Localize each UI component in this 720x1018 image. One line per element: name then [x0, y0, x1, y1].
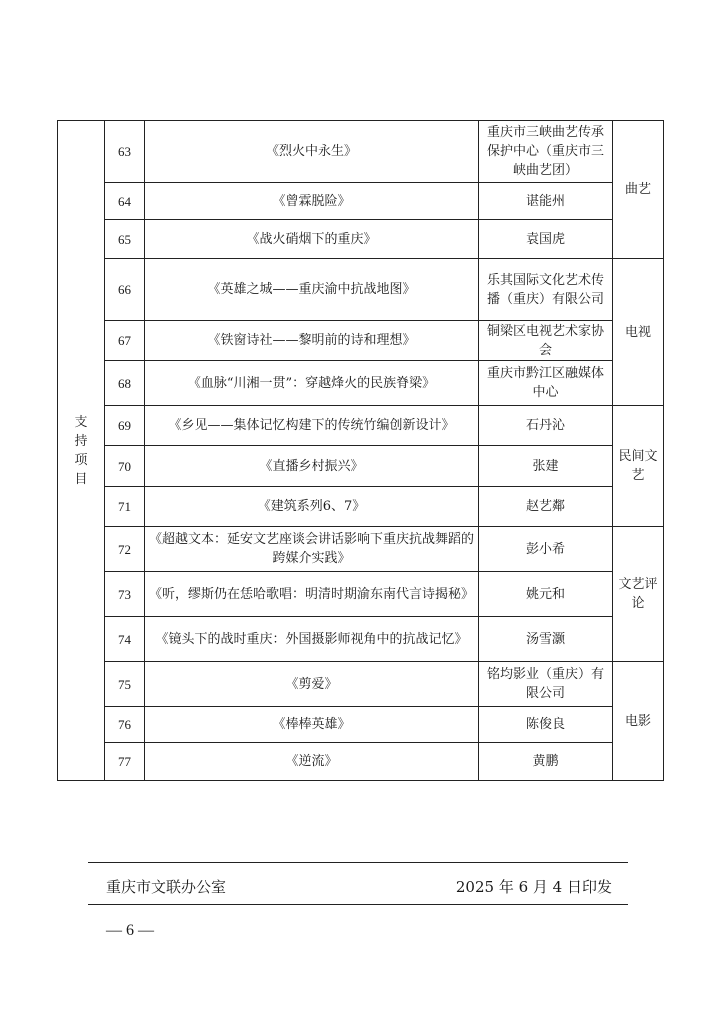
row-number: 76 [105, 707, 145, 743]
project-title: 《曾霖脱险》 [145, 183, 479, 220]
row-number: 65 [105, 220, 145, 259]
table-row [58, 361, 664, 406]
project-title: 《棒棒英雄》 [145, 707, 479, 743]
project-title: 《超越文本：延安文艺座谈会讲话影响下重庆抗战舞蹈的跨媒介实践》 [145, 527, 479, 572]
project-title: 《英雄之城——重庆渝中抗战地图》 [145, 259, 479, 321]
project-title: 《听，缪斯仍在恁哈歌唱：明清时期渝东南代言诗揭秘》 [145, 572, 479, 617]
section-label-cell [58, 121, 105, 781]
project-title: 《剪爱》 [145, 662, 479, 707]
applicant: 袁国虎 [479, 220, 613, 259]
row-number: 77 [105, 743, 145, 781]
row-number: 68 [105, 361, 145, 406]
page-number: — 6 — [106, 922, 154, 939]
applicant: 彭小希 [479, 527, 613, 572]
category-quyi: 曲艺 [613, 121, 664, 259]
project-table [57, 120, 664, 781]
project-title: 《逆流》 [145, 743, 479, 781]
table-row [58, 707, 664, 743]
table-row [58, 572, 664, 617]
applicant: 陈俊良 [479, 707, 613, 743]
applicant: 重庆市黔江区融媒体中心 [479, 361, 613, 406]
applicant: 赵艺鄰 [479, 487, 613, 527]
category-pinglun: 文艺评论 [613, 527, 664, 662]
row-number: 75 [105, 662, 145, 707]
row-number: 73 [105, 572, 145, 617]
applicant: 汤雪灏 [479, 617, 613, 662]
table-row [58, 662, 664, 707]
applicant: 姚元和 [479, 572, 613, 617]
applicant: 黄鹏 [479, 743, 613, 781]
table-row [58, 259, 664, 321]
project-title: 《烈火中永生》 [145, 121, 479, 183]
category-dianshi: 电视 [613, 259, 664, 406]
project-title: 《血脉“川湘一贯”：穿越烽火的民族脊梁》 [145, 361, 479, 406]
table-row [58, 183, 664, 220]
section-label: 支持项目 [74, 414, 88, 487]
applicant: 重庆市三峡曲艺传承保护中心（重庆市三峡曲艺团） [479, 121, 613, 183]
row-number: 74 [105, 617, 145, 662]
table-row [58, 121, 664, 183]
project-title: 《铁窗诗社——黎明前的诗和理想》 [145, 321, 479, 361]
row-number: 63 [105, 121, 145, 183]
row-number: 72 [105, 527, 145, 572]
category-minjian: 民间文艺 [613, 406, 664, 527]
footer-bottom-rule [88, 904, 628, 905]
table-row [58, 446, 664, 487]
table-row [58, 406, 664, 446]
table-row [58, 220, 664, 259]
footer-issuer: 重庆市文联办公室 [106, 878, 227, 896]
applicant: 乐其国际文化艺术传播（重庆）有限公司 [479, 259, 613, 321]
footer-date: 2025 年 6 月 4 日印发 [455, 878, 612, 896]
applicant: 石丹沁 [479, 406, 613, 446]
applicant: 铭均影业（重庆）有限公司 [479, 662, 613, 707]
footer-top-rule [88, 862, 628, 863]
project-title: 《乡见——集体记忆构建下的传统竹编创新设计》 [145, 406, 479, 446]
row-number: 67 [105, 321, 145, 361]
row-number: 69 [105, 406, 145, 446]
project-title: 《战火硝烟下的重庆》 [145, 220, 479, 259]
category-dianying: 电影 [613, 662, 664, 781]
row-number: 70 [105, 446, 145, 487]
table-row [58, 321, 664, 361]
row-number: 71 [105, 487, 145, 527]
project-title: 《建筑系列6、7》 [145, 487, 479, 527]
project-title: 《镜头下的战时重庆：外国摄影师视角中的抗战记忆》 [145, 617, 479, 662]
applicant: 铜梁区电视艺术家协会 [479, 321, 613, 361]
table-row [58, 527, 664, 572]
row-number: 66 [105, 259, 145, 321]
project-title: 《直播乡村振兴》 [145, 446, 479, 487]
applicant: 张建 [479, 446, 613, 487]
applicant: 谌能州 [479, 183, 613, 220]
row-number: 64 [105, 183, 145, 220]
table-row [58, 617, 664, 662]
table-row [58, 487, 664, 527]
table-row [58, 743, 664, 781]
